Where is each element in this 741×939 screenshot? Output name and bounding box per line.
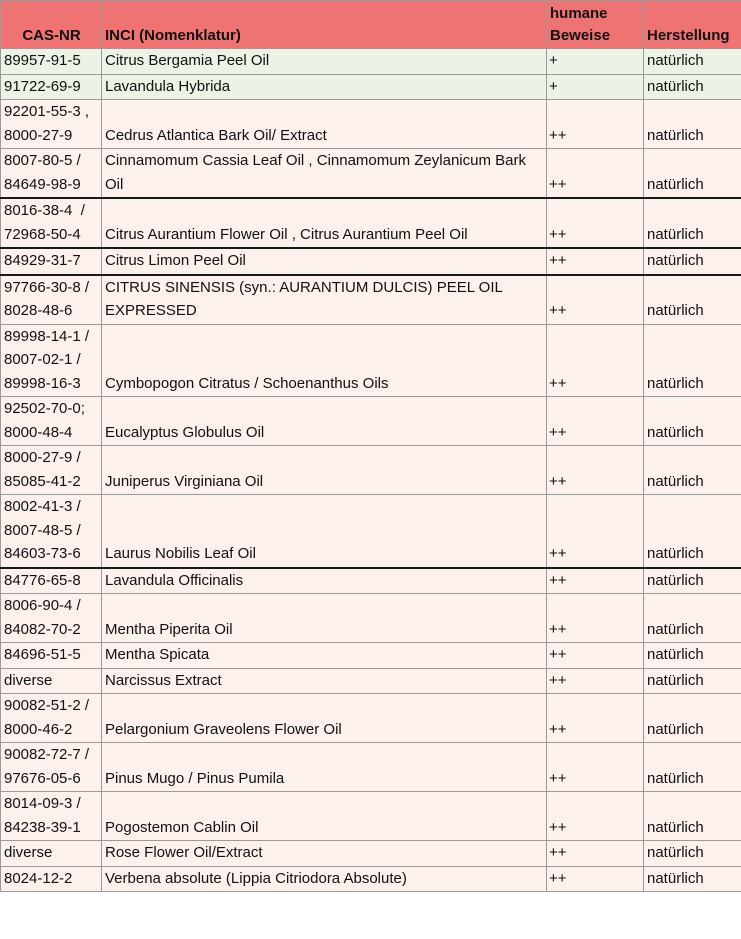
- cas-number-cell: 91722-69-9: [1, 74, 102, 100]
- evidence-cell: ++: [547, 248, 644, 275]
- table-header-row: [1, 1, 741, 49]
- cas-number-cell: 8016-38-4 / 72968-50-4: [1, 198, 102, 248]
- production-cell: natürlich: [644, 568, 741, 594]
- table-row: [1, 743, 741, 792]
- evidence-cell: ++: [547, 275, 644, 325]
- production-cell: natürlich: [644, 866, 741, 892]
- inci-name-cell: Laurus Nobilis Leaf Oil: [102, 495, 547, 568]
- cas-number-cell: 97766-30-8 / 8028-48-6: [1, 275, 102, 325]
- cas-number-cell: 84929-31-7: [1, 248, 102, 275]
- table-body: [1, 49, 741, 892]
- evidence-cell: ++: [547, 594, 644, 643]
- production-cell: natürlich: [644, 149, 741, 199]
- cas-number-cell: 92201-55-3 , 8000-27-9: [1, 100, 102, 149]
- production-cell: natürlich: [644, 792, 741, 841]
- table-row: [1, 668, 741, 694]
- column-header-inci: INCI (Nomenklatur): [102, 1, 547, 49]
- table-row: [1, 198, 741, 248]
- inci-name-cell: Cedrus Atlantica Bark Oil/ Extract: [102, 100, 547, 149]
- column-header-evidence: humane Beweise: [547, 1, 644, 49]
- evidence-cell: ++: [547, 397, 644, 446]
- table-row: [1, 149, 741, 199]
- evidence-cell: ++: [547, 446, 644, 495]
- table-row: [1, 100, 741, 149]
- evidence-cell: ++: [547, 149, 644, 199]
- evidence-cell: ++: [547, 198, 644, 248]
- inci-name-cell: Narcissus Extract: [102, 668, 547, 694]
- column-header-production: Herstellung: [644, 1, 741, 49]
- production-cell: natürlich: [644, 397, 741, 446]
- evidence-cell: +: [547, 49, 644, 75]
- table-row: [1, 324, 741, 397]
- inci-name-cell: Mentha Spicata: [102, 643, 547, 669]
- cas-number-cell: 8006-90-4 / 84082-70-2: [1, 594, 102, 643]
- inci-name-cell: Verbena absolute (Lippia Citriodora Absolute): [102, 866, 547, 892]
- table-row: [1, 594, 741, 643]
- evidence-cell: ++: [547, 841, 644, 867]
- production-cell: natürlich: [644, 324, 741, 397]
- cas-number-cell: 8002-41-3 / 8007-48-5 / 84603-73-6: [1, 495, 102, 568]
- inci-name-cell: Citrus Limon Peel Oil: [102, 248, 547, 275]
- production-cell: natürlich: [644, 275, 741, 325]
- table-row: [1, 643, 741, 669]
- cas-number-cell: 8000-27-9 / 85085-41-2: [1, 446, 102, 495]
- inci-name-cell: Pogostemon Cablin Oil: [102, 792, 547, 841]
- inci-name-cell: Lavandula Officinalis: [102, 568, 547, 594]
- cas-number-cell: diverse: [1, 668, 102, 694]
- production-cell: natürlich: [644, 594, 741, 643]
- inci-name-cell: Citrus Bergamia Peel Oil: [102, 49, 547, 75]
- table-row: [1, 446, 741, 495]
- production-cell: natürlich: [644, 694, 741, 743]
- production-cell: natürlich: [644, 198, 741, 248]
- evidence-cell: ++: [547, 324, 644, 397]
- table-row: [1, 841, 741, 867]
- inci-name-cell: Citrus Aurantium Flower Oil , Citrus Aurantium Peel Oil: [102, 198, 547, 248]
- table-row: [1, 792, 741, 841]
- cas-number-cell: 90082-51-2 / 8000-46-2: [1, 694, 102, 743]
- production-cell: natürlich: [644, 248, 741, 275]
- cas-number-cell: 8024-12-2: [1, 866, 102, 892]
- inci-name-cell: Eucalyptus Globulus Oil: [102, 397, 547, 446]
- inci-name-cell: Pinus Mugo / Pinus Pumila: [102, 743, 547, 792]
- production-cell: natürlich: [644, 495, 741, 568]
- inci-name-cell: CITRUS SINENSIS (syn.: AURANTIUM DULCIS) PEEL OIL EXPRESSED: [102, 275, 547, 325]
- cas-number-cell: diverse: [1, 841, 102, 867]
- production-cell: natürlich: [644, 743, 741, 792]
- inci-name-cell: Cinnamomum Cassia Leaf Oil , Cinnamomum Zeylanicum Bark Oil: [102, 149, 547, 199]
- production-cell: natürlich: [644, 74, 741, 100]
- table-row: [1, 248, 741, 275]
- cas-number-cell: 89957-91-5: [1, 49, 102, 75]
- table-row: [1, 495, 741, 568]
- production-cell: natürlich: [644, 643, 741, 669]
- evidence-cell: ++: [547, 694, 644, 743]
- inci-name-cell: Rose Flower Oil/Extract: [102, 841, 547, 867]
- evidence-cell: ++: [547, 495, 644, 568]
- evidence-cell: ++: [547, 568, 644, 594]
- table-row: [1, 568, 741, 594]
- table-row: [1, 275, 741, 325]
- table-row: [1, 694, 741, 743]
- column-header-cas: CAS-NR: [1, 1, 102, 49]
- cas-number-cell: 8007-80-5 / 84649-98-9: [1, 149, 102, 199]
- production-cell: natürlich: [644, 841, 741, 867]
- table-row: [1, 74, 741, 100]
- inci-name-cell: Mentha Piperita Oil: [102, 594, 547, 643]
- cas-number-cell: 8014-09-3 / 84238-39-1: [1, 792, 102, 841]
- production-cell: natürlich: [644, 49, 741, 75]
- evidence-cell: ++: [547, 866, 644, 892]
- inci-name-cell: Lavandula Hybrida: [102, 74, 547, 100]
- inci-name-cell: Cymbopogon Citratus / Schoenanthus Oils: [102, 324, 547, 397]
- production-cell: natürlich: [644, 668, 741, 694]
- evidence-cell: ++: [547, 792, 644, 841]
- inci-name-cell: Juniperus Virginiana Oil: [102, 446, 547, 495]
- table-row: [1, 49, 741, 75]
- evidence-cell: ++: [547, 643, 644, 669]
- evidence-cell: ++: [547, 668, 644, 694]
- evidence-cell: ++: [547, 100, 644, 149]
- evidence-cell: ++: [547, 743, 644, 792]
- cas-number-cell: 84696-51-5: [1, 643, 102, 669]
- cas-number-cell: 92502-70-0; 8000-48-4: [1, 397, 102, 446]
- table-row: [1, 866, 741, 892]
- cas-number-cell: 90082-72-7 / 97676-05-6: [1, 743, 102, 792]
- cas-number-cell: 84776-65-8: [1, 568, 102, 594]
- table-row: [1, 397, 741, 446]
- cas-number-cell: 89998-14-1 / 8007-02-1 / 89998-16-3: [1, 324, 102, 397]
- production-cell: natürlich: [644, 100, 741, 149]
- production-cell: natürlich: [644, 446, 741, 495]
- evidence-cell: +: [547, 74, 644, 100]
- inci-name-cell: Pelargonium Graveolens Flower Oil: [102, 694, 547, 743]
